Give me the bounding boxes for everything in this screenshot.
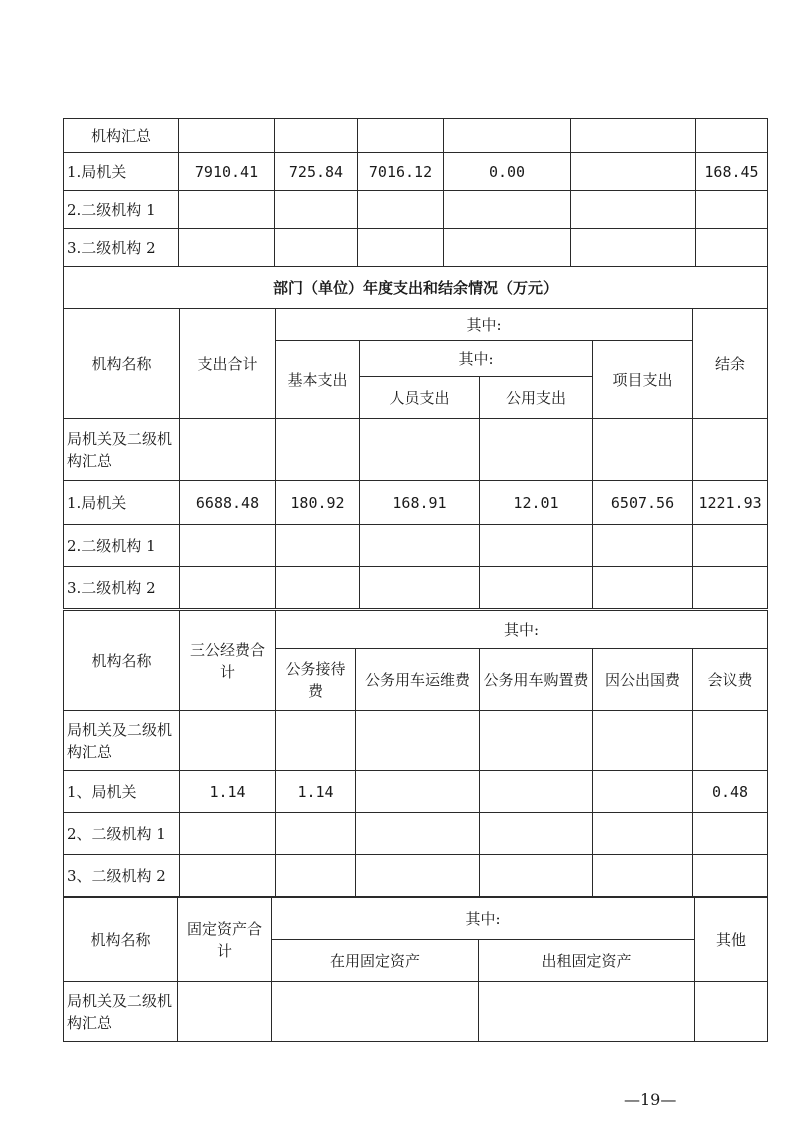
cell bbox=[180, 711, 276, 771]
fixed-assets-table bbox=[63, 897, 768, 1042]
header-name: 机构名称 bbox=[64, 309, 180, 419]
row-label: 局机关及二级机构汇总 bbox=[64, 419, 180, 481]
cell bbox=[356, 855, 480, 897]
cell bbox=[275, 191, 358, 229]
cell bbox=[358, 191, 444, 229]
cell bbox=[180, 855, 276, 897]
header-abroad: 因公出国费 bbox=[593, 649, 693, 711]
cell: 725.84 bbox=[275, 153, 358, 191]
table-row bbox=[64, 982, 768, 1042]
cell bbox=[696, 191, 768, 229]
cell bbox=[593, 711, 693, 771]
cell bbox=[180, 567, 276, 609]
header-row bbox=[64, 309, 768, 341]
cell bbox=[693, 711, 768, 771]
row-label: 1.局机关 bbox=[64, 153, 179, 191]
cell bbox=[593, 855, 693, 897]
cell bbox=[593, 771, 693, 813]
cell: 1.14 bbox=[180, 771, 276, 813]
cell bbox=[480, 525, 593, 567]
header-name: 机构名称 bbox=[64, 611, 180, 711]
header-car-run: 公务用车运维费 bbox=[356, 649, 480, 711]
table-row bbox=[64, 191, 768, 229]
header-of-sub: 其中: bbox=[360, 341, 593, 377]
cell bbox=[275, 229, 358, 267]
cell bbox=[593, 567, 693, 609]
row-label: 3.二级机构 2 bbox=[64, 229, 179, 267]
cell: 6507.56 bbox=[593, 481, 693, 525]
cell bbox=[693, 419, 768, 481]
cell bbox=[693, 567, 768, 609]
cell bbox=[360, 419, 480, 481]
row-label: 2.二级机构 1 bbox=[64, 191, 179, 229]
cell bbox=[275, 119, 358, 153]
row-label: 局机关及二级机构汇总 bbox=[64, 711, 180, 771]
header-other: 其他 bbox=[695, 898, 768, 982]
table-row bbox=[64, 229, 768, 267]
cell: 7910.41 bbox=[179, 153, 275, 191]
cell bbox=[444, 119, 571, 153]
row-label: 3.二级机构 2 bbox=[64, 567, 180, 609]
cell: 168.45 bbox=[696, 153, 768, 191]
cell bbox=[480, 419, 593, 481]
cell: 0.48 bbox=[693, 771, 768, 813]
cell bbox=[696, 119, 768, 153]
cell: 0.00 bbox=[444, 153, 571, 191]
header-car-buy: 公务用车购置费 bbox=[480, 649, 593, 711]
cell bbox=[178, 982, 272, 1042]
cell bbox=[276, 525, 360, 567]
cell bbox=[358, 119, 444, 153]
row-label: 1、局机关 bbox=[64, 771, 180, 813]
cell bbox=[272, 982, 479, 1042]
row-label: 2、二级机构 1 bbox=[64, 813, 180, 855]
cell bbox=[276, 419, 360, 481]
table-row bbox=[64, 525, 768, 567]
cell bbox=[696, 229, 768, 267]
row-label: 局机关及二级机构汇总 bbox=[64, 982, 178, 1042]
cell bbox=[693, 525, 768, 567]
cell: 7016.12 bbox=[358, 153, 444, 191]
cell bbox=[356, 711, 480, 771]
cell bbox=[356, 813, 480, 855]
cell bbox=[180, 525, 276, 567]
table-row bbox=[64, 771, 768, 813]
cell bbox=[479, 982, 695, 1042]
header-name: 机构名称 bbox=[64, 898, 178, 982]
cell: 1221.93 bbox=[693, 481, 768, 525]
cell bbox=[593, 419, 693, 481]
cell bbox=[693, 813, 768, 855]
cell bbox=[358, 229, 444, 267]
cell bbox=[179, 229, 275, 267]
cell bbox=[480, 855, 593, 897]
header-of: 其中: bbox=[276, 309, 693, 341]
cell: 6688.48 bbox=[180, 481, 276, 525]
cell bbox=[444, 191, 571, 229]
header-reception: 公务接待费 bbox=[276, 649, 356, 711]
header-rented: 出租固定资产 bbox=[479, 940, 695, 982]
cell bbox=[180, 813, 276, 855]
cell bbox=[179, 191, 275, 229]
header-total: 支出合计 bbox=[180, 309, 276, 419]
table-row bbox=[64, 153, 768, 191]
cell: 12.01 bbox=[480, 481, 593, 525]
cell bbox=[480, 813, 593, 855]
header-of: 其中: bbox=[272, 898, 695, 940]
table-title-row bbox=[64, 267, 768, 309]
header-meeting: 会议费 bbox=[693, 649, 768, 711]
row-label: 机构汇总 bbox=[64, 119, 179, 153]
cell bbox=[276, 711, 356, 771]
cell bbox=[480, 711, 593, 771]
cell bbox=[695, 982, 768, 1042]
cell bbox=[593, 813, 693, 855]
cell bbox=[444, 229, 571, 267]
header-project: 项目支出 bbox=[593, 341, 693, 419]
three-public-expenses-table bbox=[63, 610, 768, 897]
header-of: 其中: bbox=[276, 611, 768, 649]
cell bbox=[480, 567, 593, 609]
page-number: —19— bbox=[624, 1090, 677, 1109]
cell: 1.14 bbox=[276, 771, 356, 813]
cell bbox=[571, 119, 696, 153]
table-row bbox=[64, 119, 768, 153]
cell bbox=[480, 771, 593, 813]
cell bbox=[179, 119, 275, 153]
table-title: 部门（单位）年度支出和结余情况（万元） bbox=[64, 267, 768, 309]
cell bbox=[276, 813, 356, 855]
header-balance: 结余 bbox=[693, 309, 768, 419]
cell bbox=[276, 855, 356, 897]
cell bbox=[356, 771, 480, 813]
row-label: 3、二级机构 2 bbox=[64, 855, 180, 897]
cell bbox=[180, 419, 276, 481]
table-row bbox=[64, 711, 768, 771]
cell: 168.91 bbox=[360, 481, 480, 525]
header-row bbox=[64, 898, 768, 940]
cell bbox=[276, 567, 360, 609]
table-row bbox=[64, 481, 768, 525]
header-total: 固定资产合计 bbox=[178, 898, 272, 982]
row-label: 1.局机关 bbox=[64, 481, 180, 525]
row-label: 2.二级机构 1 bbox=[64, 525, 180, 567]
table-row bbox=[64, 855, 768, 897]
cell bbox=[693, 855, 768, 897]
header-staff: 人员支出 bbox=[360, 377, 480, 419]
table-row bbox=[64, 813, 768, 855]
cell bbox=[593, 525, 693, 567]
cell bbox=[571, 153, 696, 191]
cell bbox=[571, 229, 696, 267]
cell bbox=[571, 191, 696, 229]
cell bbox=[360, 525, 480, 567]
header-public: 公用支出 bbox=[480, 377, 593, 419]
header-basic: 基本支出 bbox=[276, 341, 360, 419]
income-summary-table bbox=[63, 118, 768, 267]
expenditure-balance-table bbox=[63, 266, 768, 609]
header-total: 三公经费合计 bbox=[180, 611, 276, 711]
header-row bbox=[64, 611, 768, 649]
cell: 180.92 bbox=[276, 481, 360, 525]
header-in-use: 在用固定资产 bbox=[272, 940, 479, 982]
cell bbox=[360, 567, 480, 609]
table-row bbox=[64, 567, 768, 609]
table-row bbox=[64, 419, 768, 481]
